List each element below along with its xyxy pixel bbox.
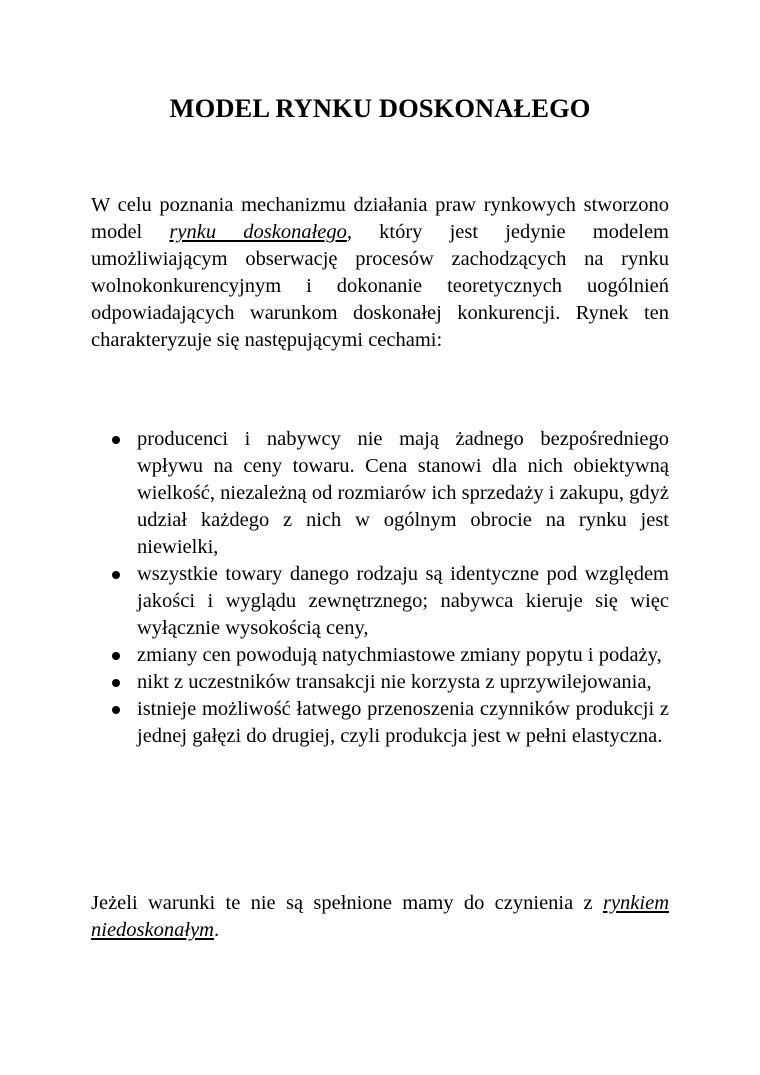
bullet-icon [112,652,120,660]
outro-text-end: . [213,919,220,941]
list-item [91,642,669,669]
term-imperfect-market: rynkiem niedoskonałym [91,892,669,941]
list-item [91,426,669,561]
bullet-icon [112,679,120,687]
intro-paragraph [91,192,669,354]
list-item [91,669,669,696]
list-item [91,561,669,642]
list-item-text: wszystkie towary danego rodzaju są identyczne pod względem jakości i wyglądu zewnętrznego; nabywca kieruje się więc wyłącznie wysokością ceny, [137,563,669,639]
bullet-icon [112,571,120,579]
document-title: MODEL RYNKU DOSKONAŁEGO [169,93,591,123]
list-item-text: nikt z uczestników transakcji nie korzysta z uprzywilejowania, [137,671,652,693]
list-item-text: istnieje możliwość łatwego przenoszenia czynników produkcji z jednej gałęzi do drugiej, czyli produkcja jest w pełni elastyczna. [137,698,669,747]
intro-text-start: W celu poznania mechanizmu działania praw rynkowych stworzono model [91,194,669,243]
features-list [91,426,669,750]
bullet-icon [112,436,120,444]
bullet-icon [112,706,120,714]
list-item-text: zmiany cen powodują natychmiastowe zmiany popytu i podaży, [137,644,662,666]
term-perfect-market: rynku doskonałego [169,221,347,243]
outro-text-start: Jeżeli warunki te nie są spełnione mamy do czynienia z [91,892,603,914]
outro-paragraph [91,890,669,944]
list-item-text: producenci i nabywcy nie mają żadnego bezpośredniego wpływu na ceny towaru. Cena stanowi dla nich obiektywną wielkość, niezależną od rozmiarów ich sprzedaży i zakupu, gdyż udział każdego z nich w ogólnym obrocie na rynku jest niewielki, [137,428,669,558]
intro-text-end: , który jest jedynie modelem umożliwiającym obserwację procesów zachodzących na rynku wolnokonkurencyjnym i dokonanie teoretycznych uogólnień odpowiadających warunkom doskonałej konkurencji. Rynek ten charakteryzuje się następującymi cechami: [91,221,669,351]
list-item [91,696,669,750]
